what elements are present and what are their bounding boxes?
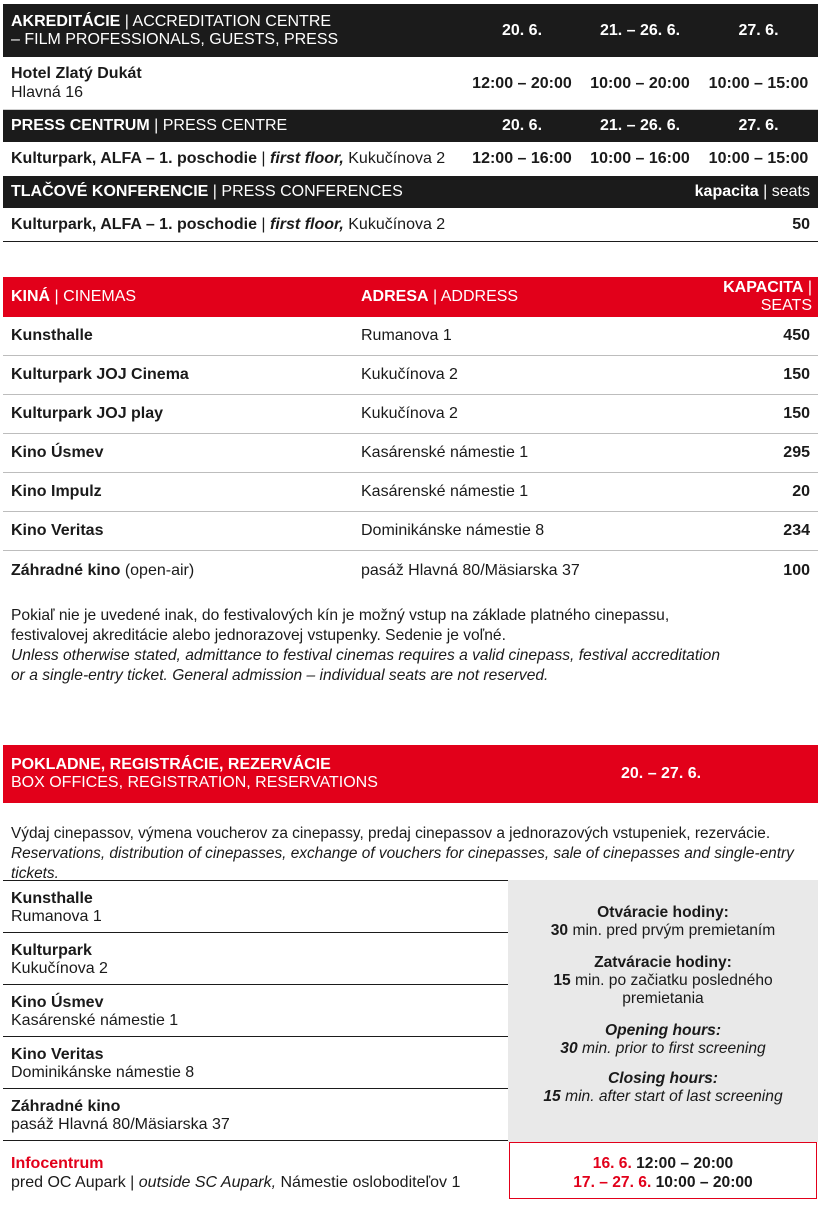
list-item [3,1036,508,1088]
cinemas-header [3,277,818,317]
cinema-name: Kulturpark JOJ Cinema [11,366,189,383]
cinema-address: Dominikánske námestie 8 [361,522,545,539]
table-row [3,512,818,551]
cinemas-table [3,277,818,590]
accreditation-row [3,57,818,110]
cinemas-note-sk-line-1: Pokiaľ nie je uvedené inak, do festivalových kín je možný vstup na základe platného cinepassu, [11,607,670,624]
cinema-address: Kasárenské námestie 1 [361,483,529,500]
conferences-row [3,208,818,242]
infocentrum-date-1: 16. 6. [592,1155,632,1172]
press-hours-1: 12:00 – 16:00 [472,150,572,167]
table-row [3,434,818,473]
cinema-capacity: 234 [783,522,810,539]
closing-hours-sk [508,954,818,1008]
accreditation-hours-2: 10:00 – 20:00 [590,74,690,92]
venue-address: Kasárenské námestie 1 [11,1012,179,1029]
venue-name: Kunsthalle [11,890,93,907]
accreditation-title-en: ACCREDITATION CENTRE [132,12,332,30]
list-item [3,880,508,932]
infocentrum-street: Námestie osloboditeľov 1 [280,1174,461,1191]
opening-hours-sk-minutes: 30 [550,922,569,939]
conferences-venue-en: first floor, [270,215,344,233]
closing-hours-en-text: min. after start of last screening [565,1088,783,1105]
closing-hours-en-title: Closing hours: [607,1070,719,1087]
press-date-3: 27. 6. [738,117,779,134]
closing-hours-sk-text-2: premietania [622,990,704,1007]
opening-hours-en [508,1022,818,1058]
infocentrum-location-en: outside SC Aupark, [138,1174,277,1191]
cinema-address: Rumanova 1 [361,327,452,344]
venue-address: Dominikánske námestie 8 [11,1064,195,1081]
press-hours-2: 10:00 – 16:00 [590,150,690,167]
accreditation-table [3,4,818,242]
table-row [3,317,818,356]
infocentrum-hours-1: 12:00 – 20:00 [636,1155,734,1172]
press-row [3,142,818,176]
accreditation-venue-address: Hlavná 16 [11,84,84,101]
infocentrum: Infocentrum pred OC Aupark | outside SC Aupark, Námestie osloboditeľov 1 [3,1140,508,1204]
press-title: PRESS CENTRUM | PRESS CENTRE [11,117,288,134]
conferences-venue-street: Kukučínova 2 [348,215,446,233]
conferences-title: TLAČOVÉ KONFERENCIE | PRESS CONFERENCES [11,183,403,200]
infocentrum-name: Infocentrum [11,1155,104,1172]
infocentrum-hours [509,1142,817,1199]
cinemas-col-capacity: KAPACITA | SEATS [723,279,812,314]
cinema-capacity: 150 [783,405,810,422]
conferences-venue-sk: Kulturpark, ALFA – 1. poschodie [11,215,257,233]
press-venue-sk: Kulturpark, ALFA – 1. poschodie [11,150,257,167]
infocentrum-hours-2: 10:00 – 20:00 [655,1174,753,1191]
conferences-title-en: PRESS CONFERENCES [221,183,403,200]
press-title-sk: PRESS CENTRUM [11,117,150,134]
press-date-2: 21. – 26. 6. [599,117,681,134]
cinemas-col-capacity-en: SEATS [760,297,812,314]
cinema-capacity: 20 [792,483,810,500]
conferences-capacity-label: kapacita | seats [694,183,810,200]
cinemas-note-en-line-1: Unless otherwise stated, admittance to festival cinemas requires a valid cinepass, festival accreditation [11,647,720,664]
cinema-address: Kukučínova 2 [361,405,458,422]
cinema-address: Kasárenské námestie 1 [361,444,529,461]
infocentrum-date-2: 17. – 27. 6. [573,1174,652,1191]
table-row [3,395,818,434]
cinemas-note-en-line-2: or a single-entry ticket. General admission – individual seats are not reserved. [11,667,549,684]
box-office-dates: 20. – 27. 6. [621,765,702,782]
press-title-en: PRESS CENTRE [162,117,288,134]
opening-hours-sk [508,904,818,940]
cinema-note: (open-air) [124,561,195,579]
cinema-name: Kunsthalle [11,327,93,344]
cinema-capacity: 450 [783,327,810,344]
cinemas-col-name-sk: KINÁ [11,288,51,305]
accreditation-title: AKREDITÁCIE | ACCREDITATION CENTRE – FILM PROFESSIONALS, GUESTS, PRESS [11,12,339,48]
conferences-header [3,176,818,208]
closing-hours-en [508,1070,818,1106]
opening-hours-sk-title: Otváracie hodiny: [597,904,729,921]
accreditation-title-sk: AKREDITÁCIE [11,12,121,30]
cinemas-col-address: ADRESA | ADDRESS [361,288,519,305]
opening-hours-panel [508,880,818,1142]
list-item [3,1088,508,1140]
closing-hours-sk-minutes: 15 [553,972,571,989]
accreditation-subtitle: – FILM PROFESSIONALS, GUESTS, PRESS [11,30,339,48]
closing-hours-sk-text-1: min. po začiatku posledného [575,972,773,989]
press-date-1: 20. 6. [501,117,543,134]
accreditation-header [3,4,818,57]
closing-hours-en-minutes: 15 [543,1088,561,1105]
cinema-capacity: 100 [783,561,810,579]
press-venue-street: Kukučínova 2 [348,150,446,167]
accreditation-venue [3,64,463,102]
venue-name: Kino Veritas [11,1046,104,1063]
conferences-capacity-en: seats [771,183,810,200]
accreditation-date-1: 20. 6. [501,21,543,39]
opening-hours-en-minutes: 30 [560,1040,578,1057]
infocentrum-location-sk: pred OC Aupark [11,1174,126,1191]
cinemas-col-address-en: ADDRESS [440,288,519,305]
accreditation-hours-3: 10:00 – 15:00 [708,74,809,92]
list-item [3,984,508,1036]
cinemas-col-name: KINÁ | CINEMAS [11,288,137,305]
box-office-description [11,824,819,884]
cinemas-rows [3,317,818,590]
accreditation-date-2: 21. – 26. 6. [599,21,681,39]
venue-name: Kulturpark [11,942,92,959]
press-venue-en: first floor, [270,150,344,167]
press-venue: Kulturpark, ALFA – 1. poschodie | first floor, Kukučínova 2 [11,150,446,167]
box-office-header [3,745,818,803]
table-row [3,473,818,512]
venue-address: pasáž Hlavná 80/Mäsiarska 37 [11,1116,230,1133]
cinema-address: Kukučínova 2 [361,366,458,383]
box-office-title [3,756,518,792]
opening-hours-sk-text: min. pred prvým premietaním [572,922,776,939]
box-office-title-en: BOX OFFICES, REGISTRATION, RESERVATIONS [11,774,378,791]
venue-address: Rumanova 1 [11,908,102,925]
cinema-name: Kino Veritas [11,522,104,539]
accreditation-venue-name: Hotel Zlatý Dukát [11,65,142,82]
cinema-capacity: 150 [783,366,810,383]
box-office-desc-sk: Výdaj cinepassov, výmena voucherov za cinepassy, predaj cinepassov a jednorazových vstupeniek, rezervácie. [11,825,771,842]
accreditation-hours-1: 12:00 – 20:00 [472,74,572,92]
conferences-seats: 50 [792,215,810,233]
box-office-title-sk: POKLADNE, REGISTRÁCIE, REZERVÁCIE [11,756,331,773]
cinema-name: Kulturpark JOJ play [11,405,164,422]
accreditation-date-3: 27. 6. [738,21,779,39]
cinemas-col-address-sk: ADRESA [361,288,429,305]
list-item [3,932,508,984]
conferences-capacity-sk: kapacita [694,183,759,200]
table-row [3,356,818,395]
cinemas-col-name-en: CINEMAS [63,288,137,305]
cinema-name: Záhradné kino [11,561,121,579]
cinema-address: pasáž Hlavná 80/Mäsiarska 37 [361,561,580,579]
cinemas-col-capacity-sk: KAPACITA [723,279,804,296]
conferences-venue: Kulturpark, ALFA – 1. poschodie | first floor, Kukučínova 2 [11,215,446,233]
box-office-venues [3,880,508,1204]
venue-name: Záhradné kino [11,1098,121,1115]
cinema-name: Kino Impulz [11,483,102,500]
opening-hours-en-text: min. prior to first screening [581,1040,766,1057]
cinemas-note [11,606,811,686]
box-office-desc-en: Reservations, distribution of cinepasses, exchange of vouchers for cinepasses, sale of cinepasses and single-entry tickets. [11,845,794,882]
table-row [3,551,818,590]
closing-hours-sk-title: Zatváracie hodiny: [594,954,732,971]
cinema-name: Kino Úsmev [11,444,104,461]
venue-address: Kukučínova 2 [11,960,108,977]
press-hours-3: 10:00 – 15:00 [708,150,809,167]
cinemas-note-sk-line-2: festivalovej akreditácie alebo jednorazovej vstupenky. Sedenie je voľné. [11,627,506,644]
cinema-capacity: 295 [783,444,810,461]
press-header [3,110,818,142]
venue-name: Kino Úsmev [11,994,104,1011]
conferences-title-sk: TLAČOVÉ KONFERENCIE [11,183,209,200]
opening-hours-en-title: Opening hours: [604,1022,722,1039]
